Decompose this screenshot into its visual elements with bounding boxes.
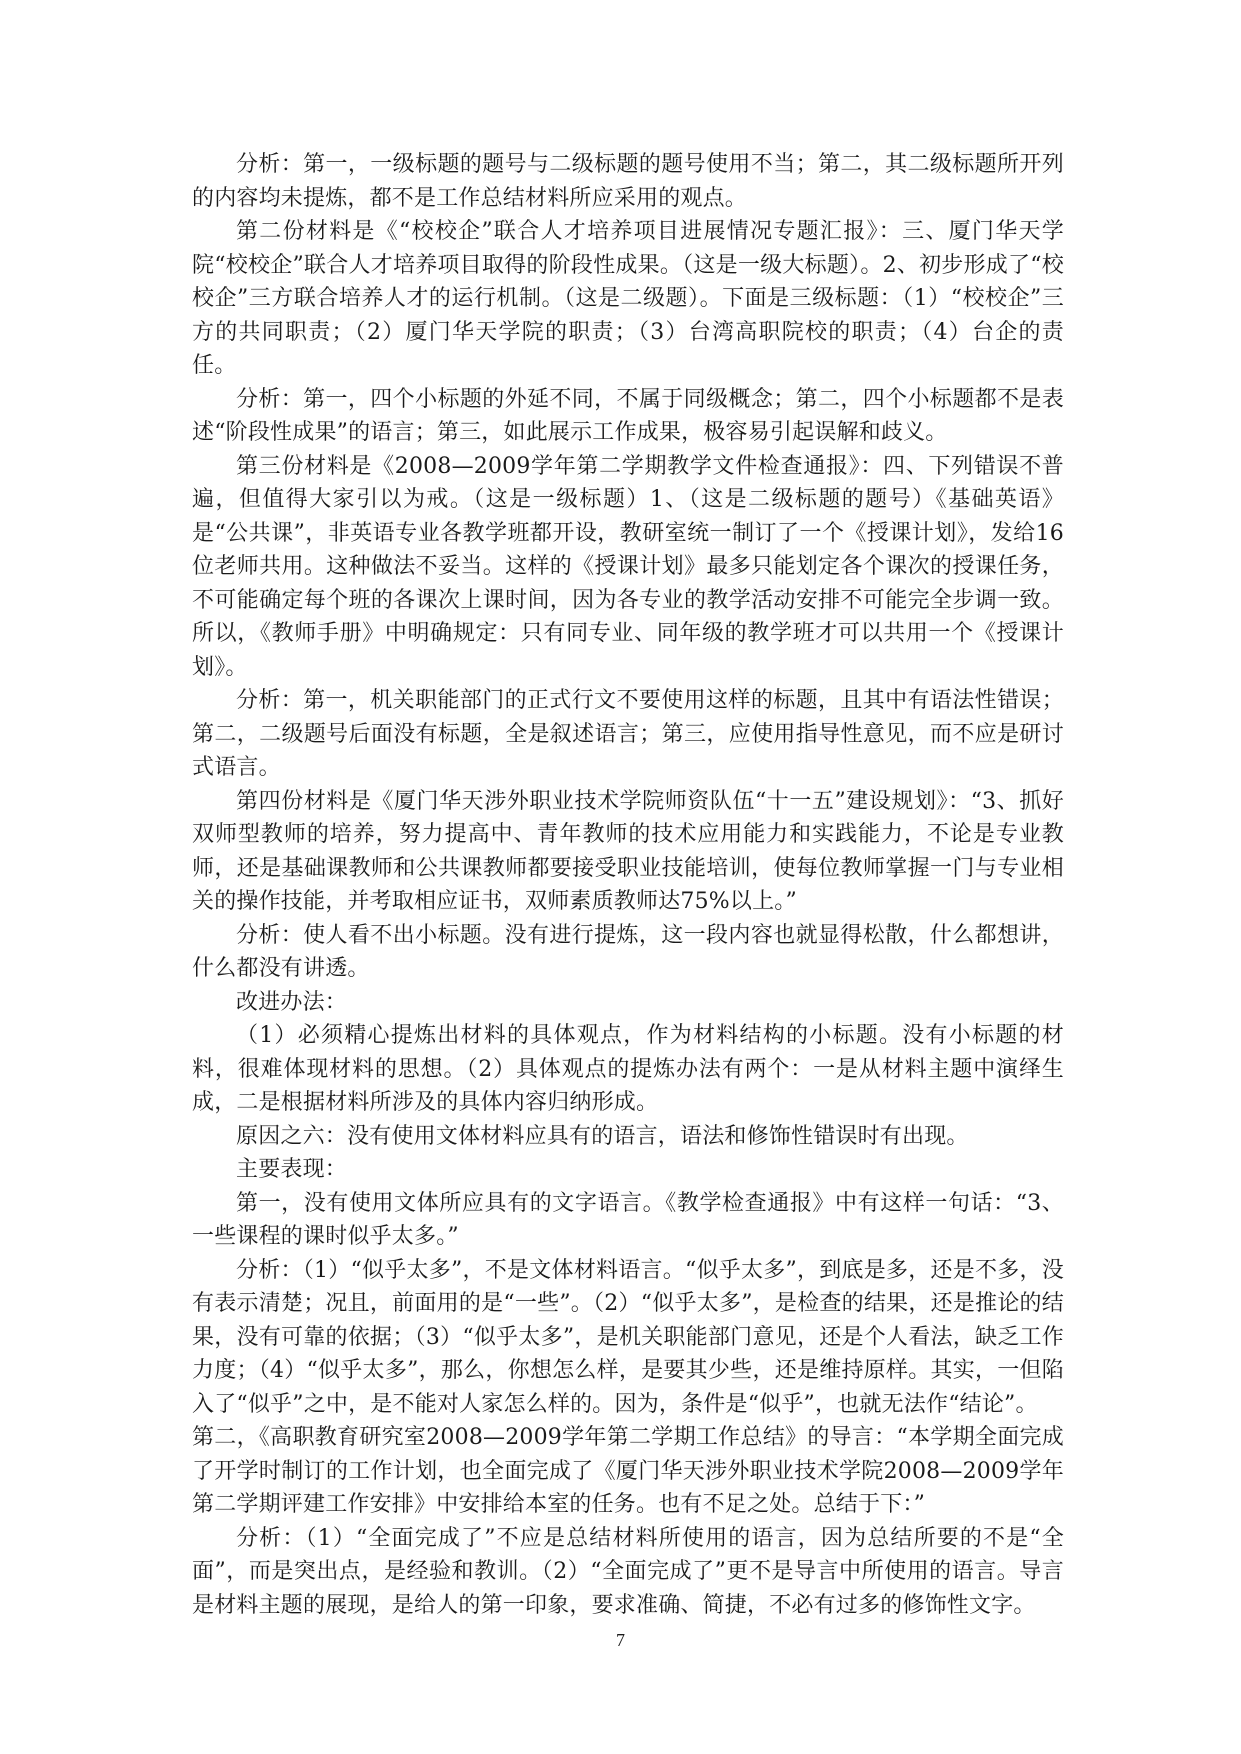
paragraph-2: 第二份材料是《“校校企”联合人才培养项目进展情况专题汇报》：三、厦门华天学院“校校企”联合人才培养项目取得的阶段性成果。（这是一级大标题）。2、初步形成了“校校企”三方联合培养人才的运行机制。（这是二级题）。下面是三级标题：（1）“校校企”三方的共同职责；（2）厦门华天学院的职责；（3）台湾高职院校的职责；（4）台企的责任。 (192, 219, 1064, 378)
paragraph-3: 分析：第一，四个小标题的外延不同，不属于同级概念；第二，四个小标题都不是表述“阶段性成果”的语言；第三，如此展示工作成果，极容易引起误解和歧义。 (192, 386, 1064, 445)
paragraph-7: 分析：使人看不出小标题。没有进行提炼，这一段内容也就显得松散，什么都想讲，什么都没有讲透。 (192, 922, 1064, 981)
paragraph-9: （1）必须精心提炼出材料的具体观点，作为材料结构的小标题。没有小标题的材料，很难体现材料的思想。（2）具体观点的提炼办法有两个：一是从材料主题中演绎生成，二是根据材料所涉及的具体内容归纳形成。 (192, 1023, 1064, 1115)
paragraph-11: 主要表现： (236, 1157, 348, 1182)
page-number: 7 (616, 1630, 625, 1650)
paragraph-6: 第四份材料是《厦门华天涉外职业技术学院师资队伍“十一五”建设规划》：“3、抓好双师型教师的培养，努力提高中、青年教师的技术应用能力和实践能力，不论是专业教师，还是基础课教师和公共课教师都要接受职业技能培训，使每位教师掌握一门与专业相关的操作技能，并考取相应证书，双师素质教师达75%以上。” (192, 788, 1064, 914)
paragraph-8: 改进办法： (236, 989, 348, 1015)
document-body (192, 148, 1064, 1622)
paragraph-5: 分析：第一，机关职能部门的正式行文不要使用这样的标题，且其中有语法性错误；第二，二级题号后面没有标题，全是叙述语言；第三，应使用指导性意见，而不应是研讨式语言。 (192, 688, 1064, 780)
paragraph-13: 分析：（1）“似乎太多”，不是文体材料语言。“似乎太多”，到底是多，还是不多，没有表示清楚；况且，前面用的是“一些”。（2）“似乎太多”，是检查的结果，还是推论的结果，没有可靠的依据；（3）“似乎太多”，是机关职能部门意见，还是个人看法，缺乏工作力度；（4）“似乎太多”，那么，你想怎么样，是要其少些，还是维持原样。其实，一但陷入了“似乎”之中，是不能对人家怎么样的。因为，条件是“似乎”，也就无法作“结论”。 (192, 1257, 1064, 1417)
paragraph-15: 分析：（1）“全面完成了”不应是总结材料所使用的语言，因为总结所要的不是“全面”，而是突出点，是经验和教训。（2）“全面完成了”更不是导言中所使用的语言。导言是材料主题的展现，是给人的第一印象，要求准确、简捷，不必有过多的修饰性文字。 (192, 1525, 1064, 1618)
paragraph-12: 第一，没有使用文体所应具有的文字语言。《教学检查通报》中有这样一句话：“3、一些课程的课时似乎太多。” (192, 1190, 1064, 1249)
paragraph-4: 第三份材料是《2008—2009学年第二学期教学文件检查通报》：四、下列错误不普遍，但值得大家引以为戒。（这是一级标题）1、（这是二级标题的题号）《基础英语》是“公共课”，非英语专业各教学班都开设，教研室统一制订了一个《授课计划》，发给16位老师共用。这种做法不妥当。这样的《授课计划》最多只能划定各个课次的授课任务，不可能确定每个班的各课次上课时间，因为各专业的教学活动安排不可能完全步调一致。所以，《教师手册》中明确规定：只有同专业、同年级的教学班才可以共用一个《授课计划》。 (192, 453, 1064, 680)
paragraph-1: 分析：第一，一级标题的题号与二级标题的题号使用不当；第二，其二级标题所开列的内容均未提炼，都不是工作总结材料所应采用的观点。 (192, 152, 1064, 211)
paragraph-10: 原因之六：没有使用文体材料应具有的语言，语法和修饰性错误时有出现。 (236, 1123, 969, 1149)
paragraph-14: 第二，《高职教育研究室2008—2009学年第二学期工作总结》的导言：“本学期全面完成了开学时制订的工作计划，也全面完成了《厦门华天涉外职业技术学院2008—2009学年第二学期评建工作安排》中安排给本室的任务。也有不足之处。总结于下：” (192, 1425, 1064, 1517)
